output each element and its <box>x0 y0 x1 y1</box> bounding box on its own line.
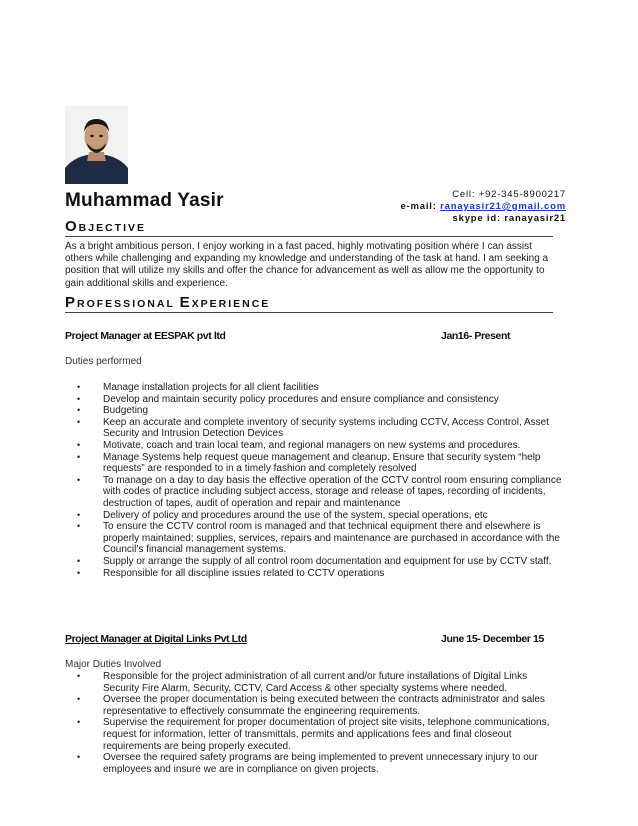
duty-text: Supervise the requirement for proper documentation of project site visits, telephone communications, request for information, letter of transmittals, permits and applications fees and final closeout requirements are being properly executed. <box>103 717 550 752</box>
bullet-icon: • <box>77 405 81 416</box>
duty-text: Manage Systems help request queue management and cleanup. Ensure that security system “help requests” are responded to in a timely fashion and completely resolved <box>103 451 541 475</box>
bullet-icon: • <box>77 694 81 705</box>
duty-text: Oversee the required safety programs are being implemented to prevent unnecessary injury to our employees and insure we are in compliance on given projects. <box>103 752 538 775</box>
bullet-icon: • <box>77 752 81 763</box>
skype-id: ranayasir21 <box>504 213 566 224</box>
objective-heading-rest: BJECTIVE <box>78 222 147 234</box>
experience-heading <box>65 294 553 313</box>
job-2-duties-list <box>65 671 565 775</box>
objective-heading <box>65 218 553 237</box>
objective-heading-initial: O <box>65 218 79 235</box>
job-2-title: Project Manager at Digital Links Pvt Ltd <box>65 633 247 645</box>
duty-text: Motivate, coach and train local team, and regional managers on new systems and procedures. <box>103 439 521 451</box>
cell-number: +92-345-8900217 <box>478 189 566 200</box>
email-label: e-mail: <box>400 201 437 212</box>
duty-item <box>77 567 565 580</box>
duty-item <box>77 717 565 752</box>
cell-line <box>400 189 566 201</box>
duty-item <box>77 451 565 475</box>
duty-item <box>77 555 565 568</box>
skype-label: skype id: <box>452 213 501 224</box>
bullet-icon: • <box>77 439 81 450</box>
job-1-header <box>65 330 545 342</box>
cell-label: Cell: <box>452 189 476 200</box>
job-1-date: Jan16- Present <box>441 330 511 342</box>
candidate-name: Muhammad Yasir <box>65 190 224 211</box>
duty-item <box>77 694 565 717</box>
duty-item <box>77 405 565 417</box>
duty-text: Manage installation projects for all client facilities <box>103 382 319 393</box>
experience-heading-e: E <box>179 294 192 311</box>
experience-heading-xperience: XPERIENCE <box>191 298 271 310</box>
duty-text: Budgeting <box>103 405 149 417</box>
duty-text: To manage on a day to day basis the effective operation of the CCTV control room ensuring compliance with codes of practice including subject access, storage and release of tapes, recording of incidents, destruction of tapes, audit of operation and repair and maintenance <box>103 474 562 509</box>
job-1-title: Project Manager at EESPAK pvt ltd <box>65 330 226 342</box>
bullet-icon: • <box>77 567 81 578</box>
email-link[interactable]: ranayasir21@gmail.com <box>440 201 566 212</box>
duty-text: Supply or arrange the supply of all control room documentation and equipment for use by CCTV staff. <box>103 555 552 567</box>
bullet-icon: • <box>77 416 81 427</box>
duty-item <box>77 521 565 556</box>
duty-item <box>77 416 565 440</box>
duty-text: Oversee the proper documentation is being executed between the contracts administrator and sales representative to effectively consummate the engineering requirements. <box>103 694 545 717</box>
duty-text: Responsible for all discipline issues related to CCTV operations <box>103 567 385 579</box>
duty-item <box>77 393 565 406</box>
duty-text: Responsible for the project administration of all current and/or future installations of Digital Links Security Fire Alarm, Security, CCTV, Card Access & other specialty systems where needed. <box>103 671 528 694</box>
job-2-intro: Major Duties Involved <box>65 659 162 670</box>
experience-heading-rofessional: ROFESSIONAL <box>77 298 180 310</box>
duty-text: Keep an accurate and complete inventory of security systems including CCTV, Access Control, Asset Security and Intrusion Detection Devices <box>103 416 549 440</box>
bullet-icon: • <box>77 555 81 566</box>
objective-text: As a bright ambitious person, I enjoy working in a fast paced, highly motivating position where I can assist others while challenging and expanding my knowledge and understanding of the task at hand. I am seeking a position that will utilize my skills and offer the chance for advancement as well as allow me the opportunity to gain additional skills and experience. <box>65 241 549 289</box>
bullet-icon: • <box>77 521 81 532</box>
duty-text: Delivery of policy and procedures around the use of the system, special operations, etc <box>103 509 488 521</box>
email-line <box>400 201 566 213</box>
bullet-icon: • <box>77 382 81 392</box>
profile-photo-image <box>65 106 128 184</box>
duty-item <box>77 474 565 510</box>
profile-photo <box>65 106 128 184</box>
bullet-icon: • <box>77 509 81 520</box>
experience-heading-p: P <box>65 294 78 311</box>
duty-item <box>77 439 565 452</box>
bullet-icon: • <box>77 671 81 681</box>
job-1-intro: Duties performed <box>65 356 142 367</box>
duty-text: To ensure the CCTV control room is managed and that technical equipment there and elsewhere is properly maintained; supplies, services, repairs and maintenance are purchased in accordance with the Council’s financial management systems. <box>103 521 560 556</box>
bullet-icon: • <box>77 393 81 404</box>
bullet-icon: • <box>77 717 81 728</box>
duty-item <box>77 382 565 394</box>
bullet-icon: • <box>77 451 81 462</box>
duty-item <box>77 671 565 694</box>
bullet-icon: • <box>77 474 81 485</box>
job-1-duties-list <box>65 382 565 579</box>
job-2-header <box>65 633 545 645</box>
job-2-date: June 15- December 15 <box>441 633 544 645</box>
duty-text: Develop and maintain security policy procedures and ensure compliance and consistency <box>103 393 499 405</box>
duty-item <box>77 752 565 775</box>
duty-item <box>77 509 565 522</box>
